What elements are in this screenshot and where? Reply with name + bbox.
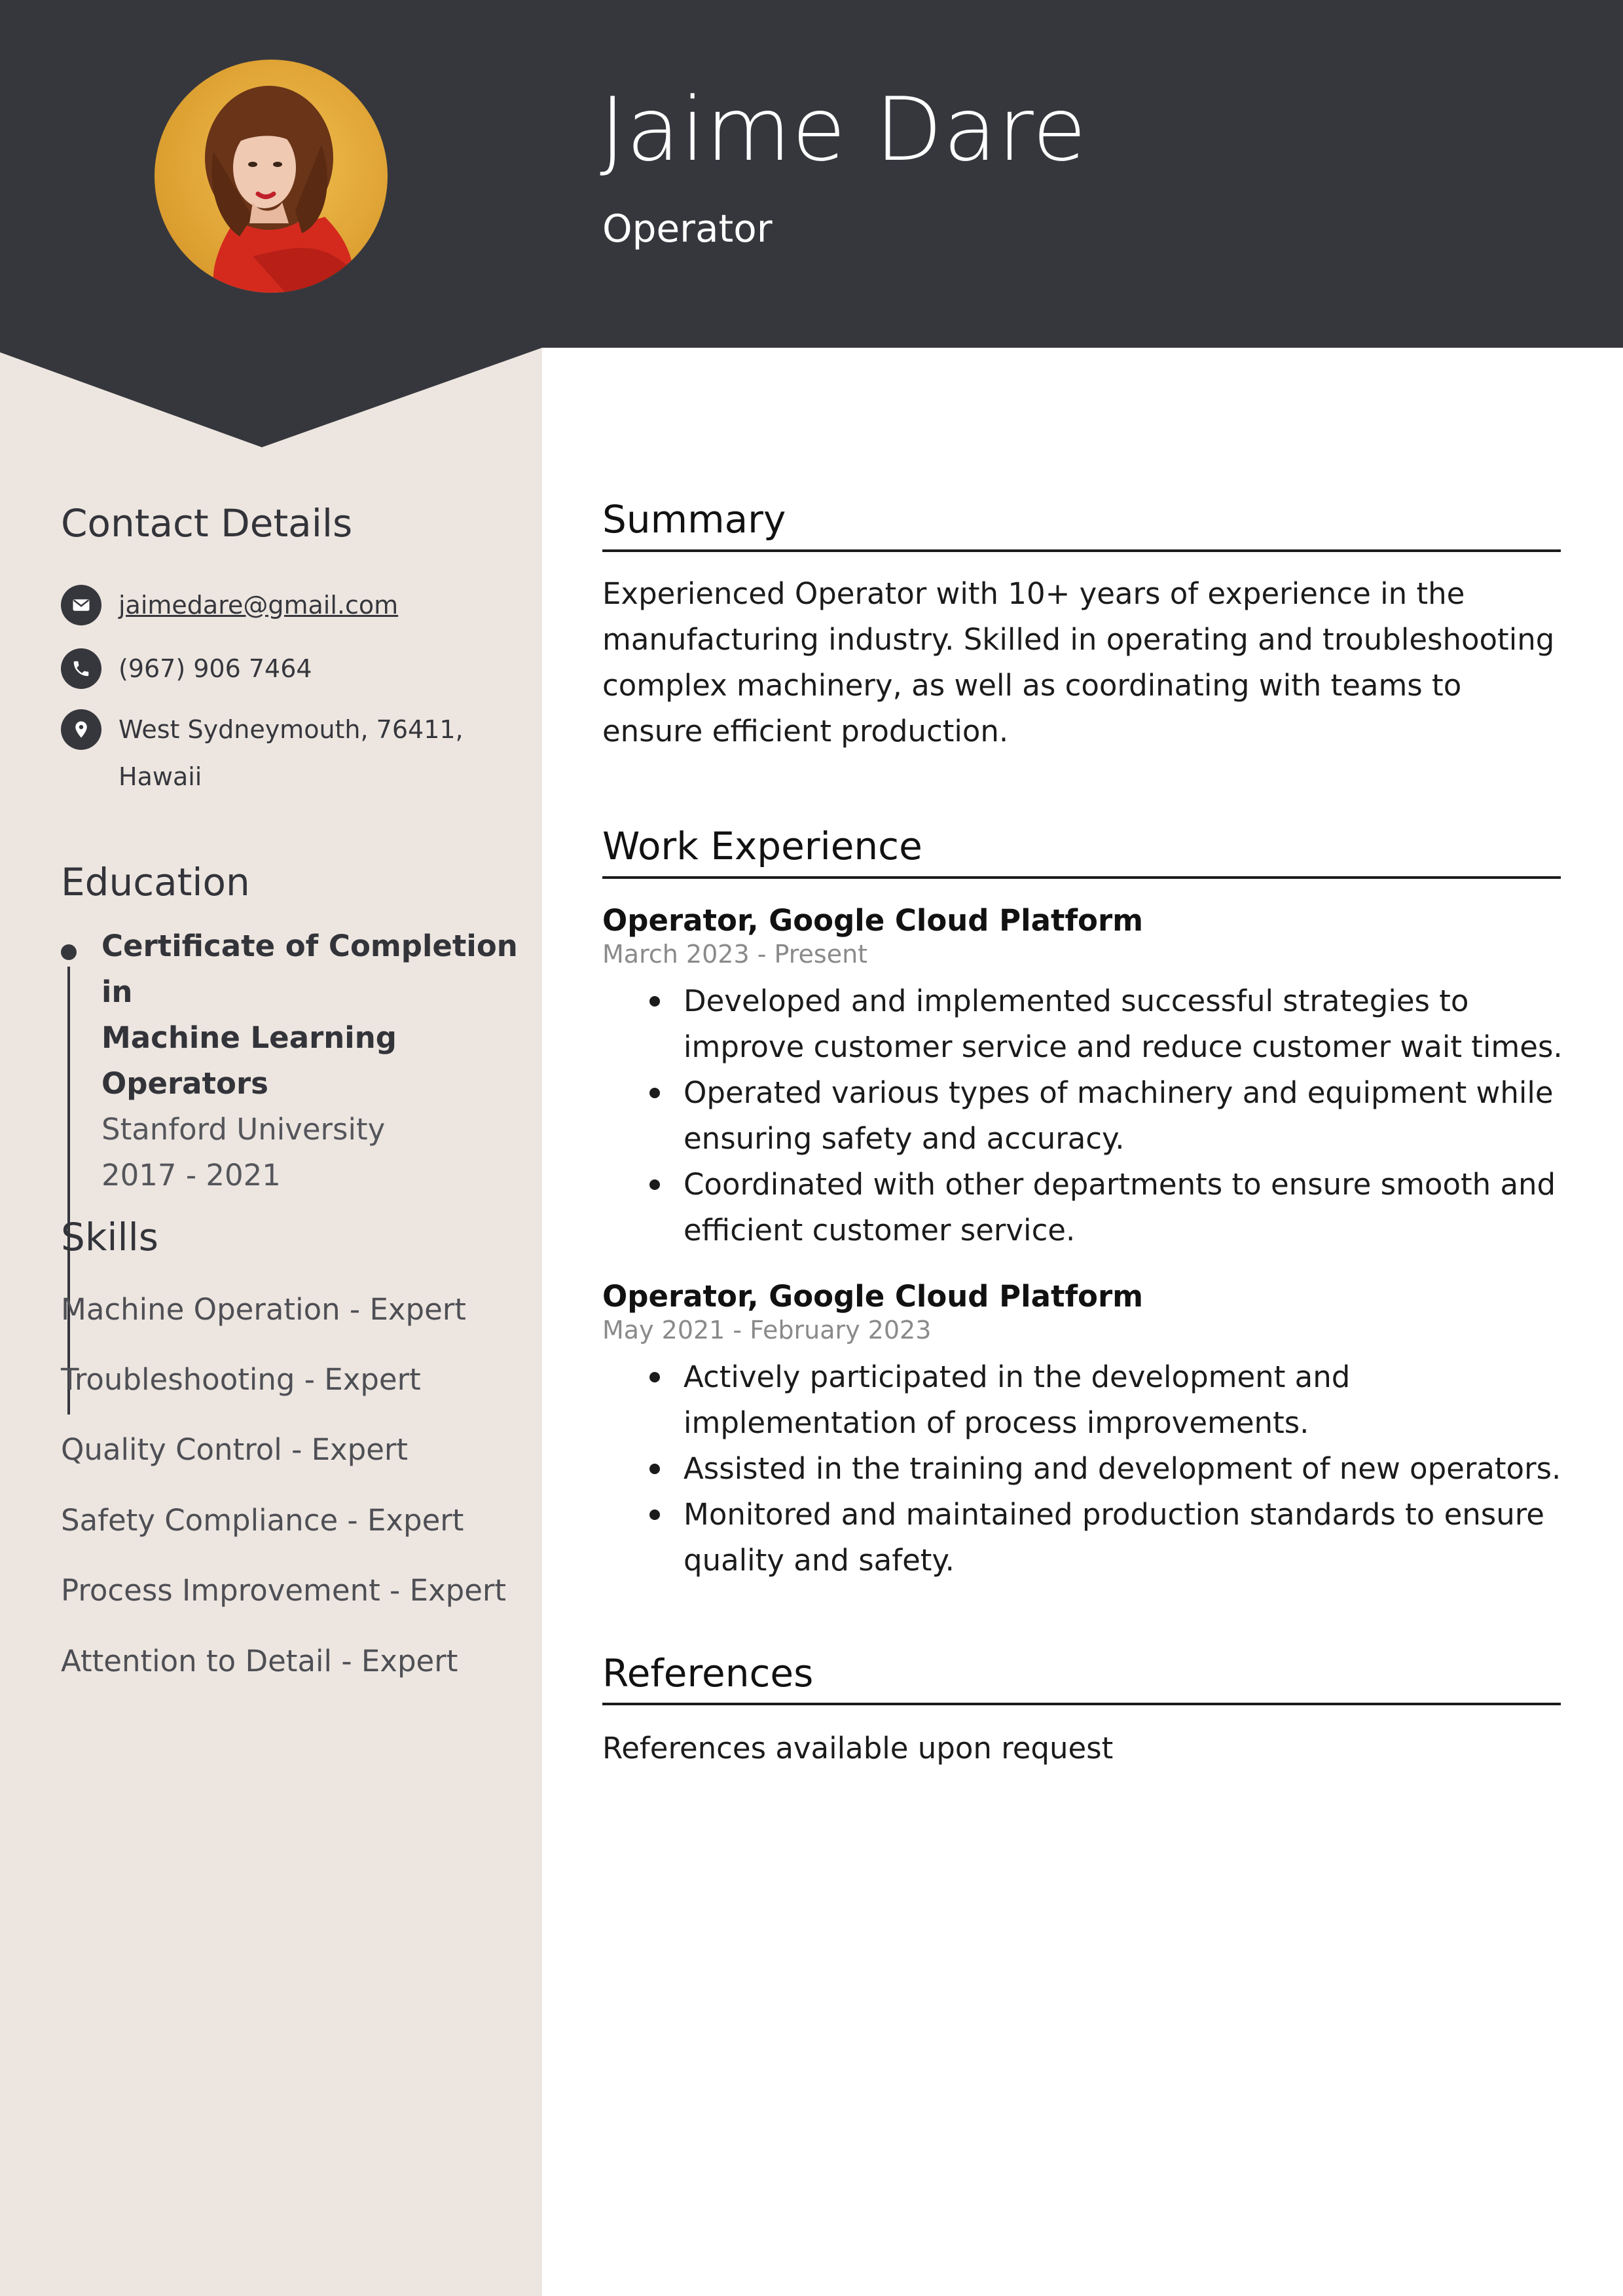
timeline-line: [67, 967, 70, 1415]
summary-text: Experienced Operator with 10+ years of experience in the manufacturing industry. Skilled in operating and troubleshooting complex machinery, as well as coordinating with teams to ensure efficient production.: [602, 576, 1555, 749]
job-bullet: Monitored and maintained production standards to ensure quality and safety.: [684, 1492, 1580, 1583]
degree-line-2: Machine Learning: [101, 1020, 397, 1055]
education-entry: [61, 923, 519, 1198]
work-experience-heading: Work Experience: [602, 824, 922, 868]
job-bullet: Operated various types of machinery and equipment while ensuring safety and accuracy.: [684, 1070, 1580, 1162]
phone-row: [61, 648, 312, 692]
job-dates: May 2021 - February 2023: [602, 1316, 932, 1344]
skill-item: Process Improvement - Expert: [61, 1573, 507, 1608]
address-line-1: West Sydneymouth, 76411,: [119, 715, 464, 744]
profile-photo: [155, 60, 388, 293]
section-divider: [602, 876, 1561, 879]
section-divider: [602, 549, 1561, 552]
email-row: [61, 585, 398, 629]
location-pin-icon: [61, 709, 101, 750]
address-line-2: Hawaii: [119, 762, 202, 791]
contact-heading: Contact Details: [61, 501, 353, 546]
references-text: References available upon request: [602, 1731, 1114, 1766]
phone-number: (967) 906 7464: [119, 654, 312, 683]
education-heading: Education: [61, 860, 250, 904]
candidate-name: Jaime Dare: [600, 79, 1087, 181]
job-title: Operator, Google Cloud Platform: [602, 1279, 1144, 1314]
job-dates: March 2023 - Present: [602, 940, 868, 969]
phone-icon: [61, 648, 101, 689]
skill-item: Troubleshooting - Expert: [61, 1362, 421, 1397]
skill-item: Safety Compliance - Expert: [61, 1503, 464, 1538]
school-name: Stanford University: [101, 1112, 386, 1147]
timeline-dot: [61, 944, 77, 960]
address: [119, 706, 464, 800]
email-link[interactable]: jaimedare@gmail.com: [119, 591, 399, 620]
summary-heading: Summary: [602, 497, 786, 542]
job-bullets: [684, 978, 1580, 1253]
skill-item: Machine Operation - Expert: [61, 1292, 466, 1327]
job-bullet: Coordinated with other departments to ensure smooth and efficient customer service.: [684, 1162, 1580, 1253]
job-title: Operator, Google Cloud Platform: [602, 903, 1144, 938]
education-years: 2017 - 2021: [101, 1158, 281, 1193]
job-bullet: Assisted in the training and development of new operators.: [684, 1446, 1580, 1492]
address-row: [61, 709, 464, 800]
job-bullet: Actively participated in the development and implementation of process improvements.: [684, 1354, 1580, 1446]
degree-line-1: Certificate of Completion in: [101, 929, 518, 1009]
degree-line-3: Operators: [101, 1066, 268, 1101]
job-bullet: Developed and implemented successful strategies to improve customer service and reduce customer wait times.: [684, 978, 1580, 1070]
skill-item: Attention to Detail - Expert: [61, 1644, 458, 1678]
job-bullets: [684, 1354, 1580, 1583]
candidate-title: Operator: [602, 206, 773, 251]
section-divider: [602, 1703, 1561, 1705]
skills-heading: Skills: [61, 1215, 158, 1259]
references-heading: References: [602, 1651, 814, 1695]
envelope-icon: [61, 585, 101, 625]
skill-item: Quality Control - Expert: [61, 1432, 409, 1467]
